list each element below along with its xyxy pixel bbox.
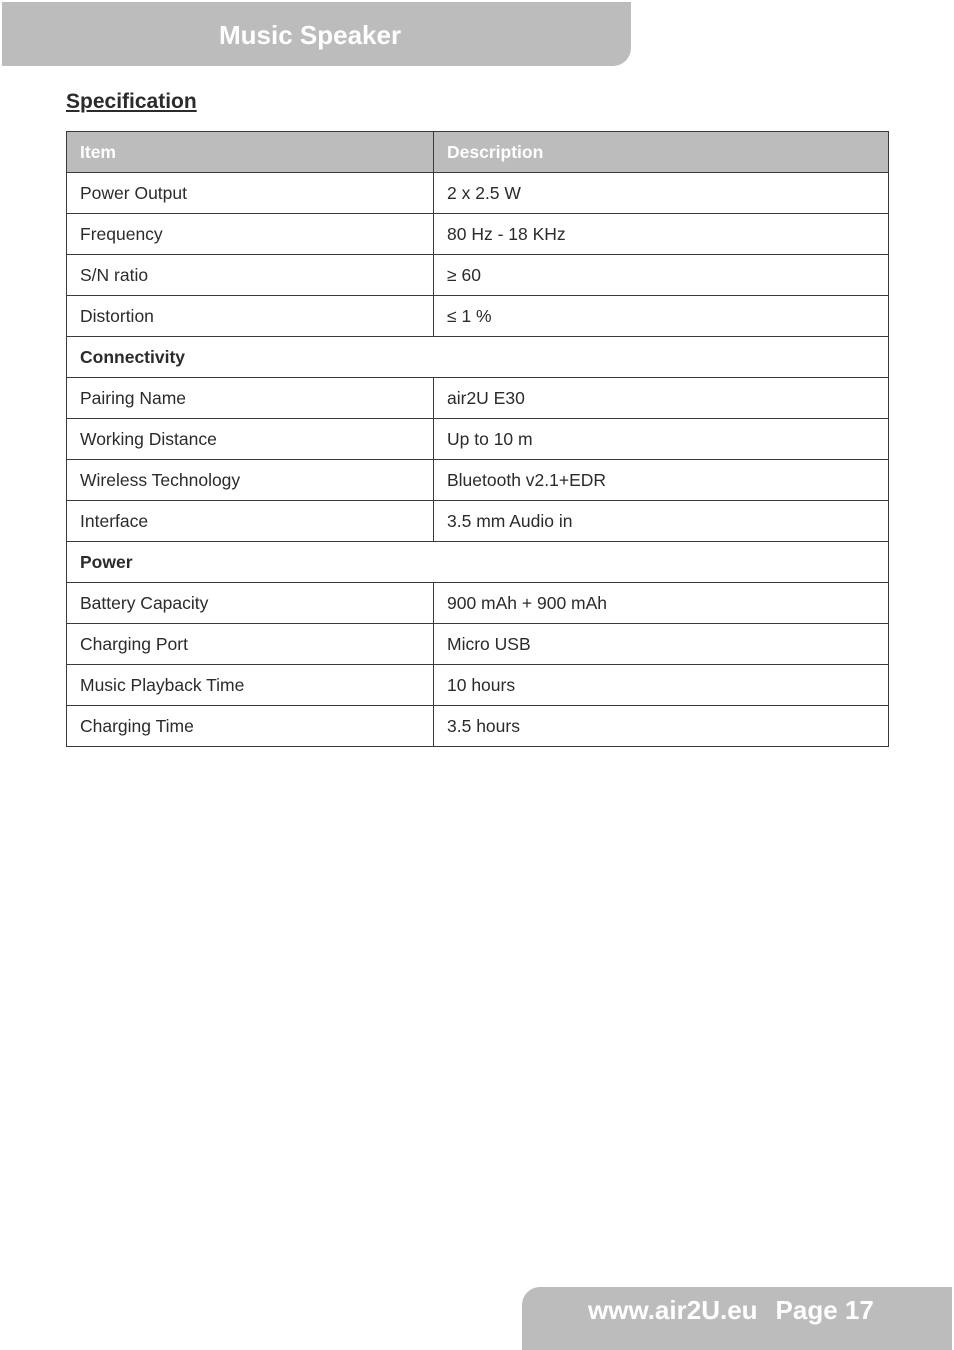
table-row xyxy=(67,419,889,460)
table-row xyxy=(67,624,889,665)
specification-table xyxy=(66,131,889,747)
table-group-row xyxy=(67,542,889,583)
table-row xyxy=(67,665,889,706)
spec-item: Battery Capacity xyxy=(67,583,434,624)
spec-value: ≥ 60 xyxy=(434,255,889,296)
page-number: Page 17 xyxy=(775,1295,874,1325)
group-heading-power: Power xyxy=(67,542,889,583)
table-row xyxy=(67,214,889,255)
spec-value: 3.5 hours xyxy=(434,706,889,747)
footer xyxy=(588,1295,874,1326)
table-row xyxy=(67,706,889,747)
website-link[interactable]: www.air2U.eu xyxy=(588,1295,758,1325)
spec-item: Charging Time xyxy=(67,706,434,747)
table-row xyxy=(67,296,889,337)
spec-item: Music Playback Time xyxy=(67,665,434,706)
spec-value: Bluetooth v2.1+EDR xyxy=(434,460,889,501)
spec-item: Power Output xyxy=(67,173,434,214)
spec-item: S/N ratio xyxy=(67,255,434,296)
spec-value: air2U E30 xyxy=(434,378,889,419)
document-title: Music Speaker xyxy=(219,20,402,50)
section-title: Specification xyxy=(66,90,197,113)
spec-value: 3.5 mm Audio in xyxy=(434,501,889,542)
spec-item: Working Distance xyxy=(67,419,434,460)
spec-value: 2 x 2.5 W xyxy=(434,173,889,214)
table-row xyxy=(67,378,889,419)
table-row xyxy=(67,173,889,214)
spec-value: Up to 10 m xyxy=(434,419,889,460)
table-header-row xyxy=(67,132,889,173)
spec-item: Distortion xyxy=(67,296,434,337)
column-header-description: Description xyxy=(434,132,889,173)
table-row xyxy=(67,255,889,296)
spec-item: Charging Port xyxy=(67,624,434,665)
table-row xyxy=(67,460,889,501)
spec-value: 80 Hz - 18 KHz xyxy=(434,214,889,255)
spec-value: Micro USB xyxy=(434,624,889,665)
spec-value: 10 hours xyxy=(434,665,889,706)
spec-item: Interface xyxy=(67,501,434,542)
column-header-item: Item xyxy=(67,132,434,173)
spec-value: 900 mAh + 900 mAh xyxy=(434,583,889,624)
spec-item: Frequency xyxy=(67,214,434,255)
table-row xyxy=(67,501,889,542)
spec-value: ≤ 1 % xyxy=(434,296,889,337)
table-group-row xyxy=(67,337,889,378)
spec-item: Wireless Technology xyxy=(67,460,434,501)
group-heading-connectivity: Connectivity xyxy=(67,337,889,378)
table-row xyxy=(67,583,889,624)
spec-item: Pairing Name xyxy=(67,378,434,419)
